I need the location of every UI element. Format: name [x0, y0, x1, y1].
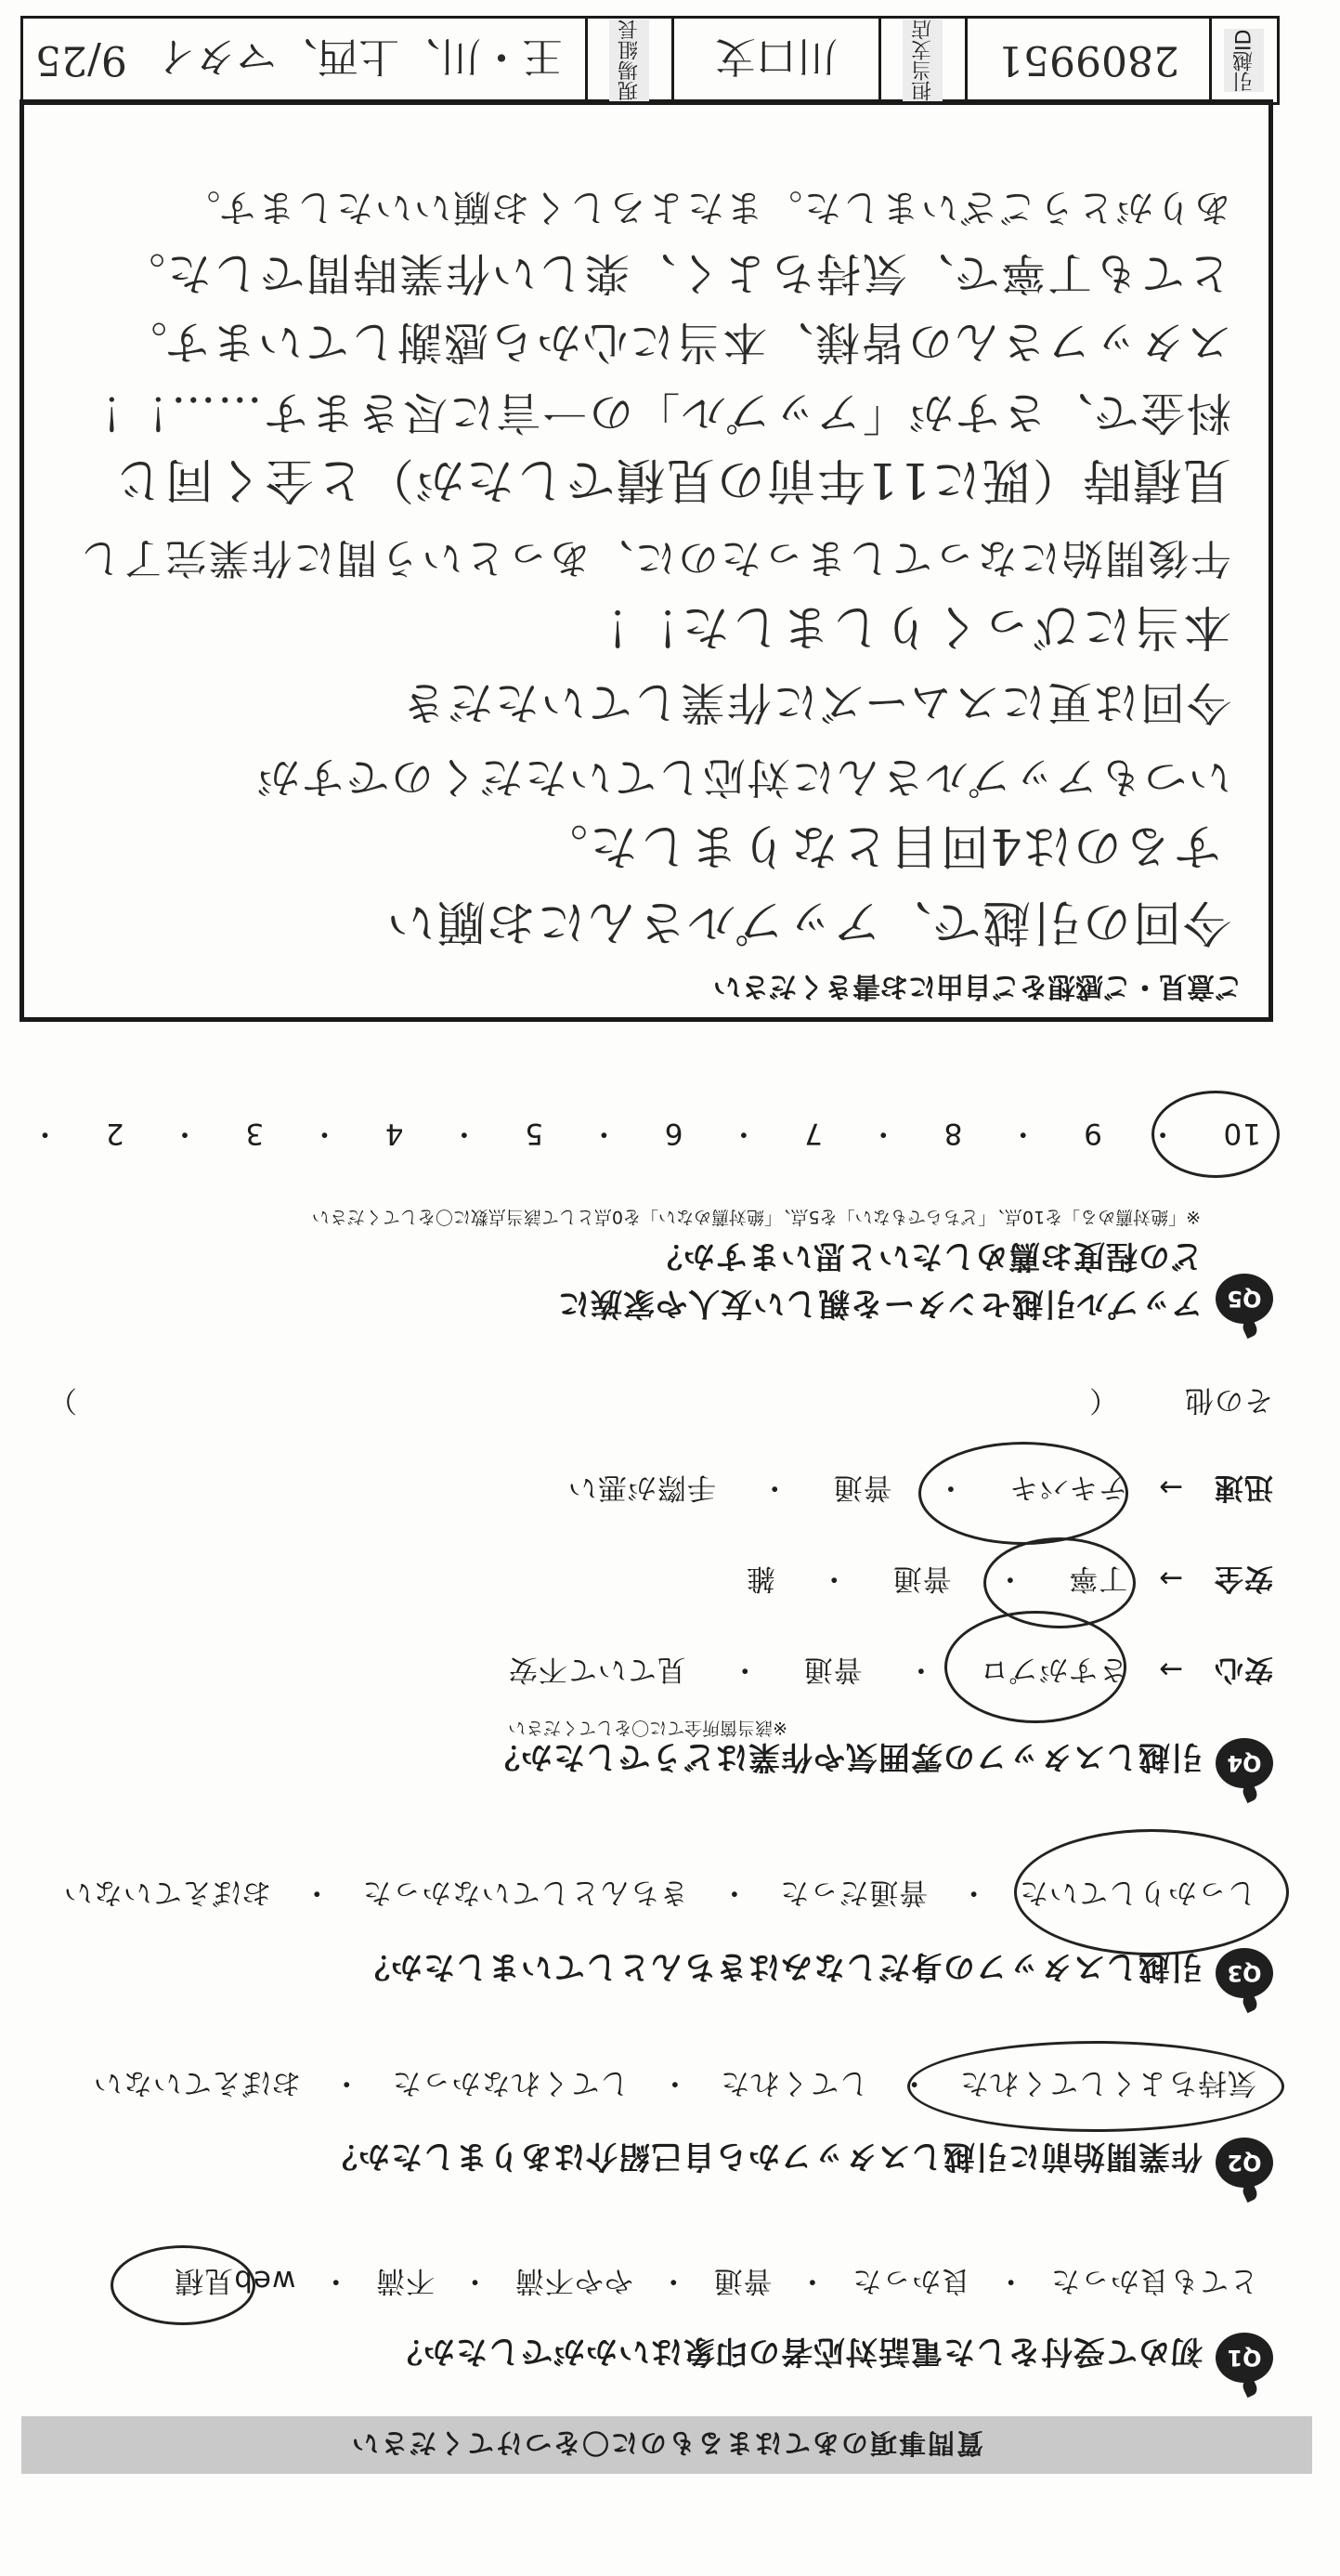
comment-line: 今回は更にスムーズに作業していただき	[399, 676, 1231, 728]
q1-option[interactable]: 良かった	[852, 2264, 971, 2297]
q4-row-jinsoku: 迅速 → テキパキ ・ 普通 ・ 手際が悪い	[566, 1471, 1273, 1504]
q2-selection-circle	[907, 2041, 1284, 2132]
q4-row-label: 安心	[1214, 1653, 1273, 1686]
q3-option[interactable]: 普通だった	[779, 1876, 929, 1909]
leader-label: 現場組長	[610, 20, 650, 101]
q2-option[interactable]: してくれた	[720, 2066, 869, 2099]
comment-line: いつもアップルさんに対応していただくのですが	[255, 752, 1231, 803]
q5-selection-circle	[1151, 1091, 1280, 1178]
q3-option-selected[interactable]: しっかりしていた	[1019, 1876, 1256, 1909]
q4-row-label: 安全	[1214, 1562, 1273, 1595]
comments-box	[20, 99, 1273, 1022]
q3-options: しっかりしていた ・ 普通だった ・ きちんとしていなかった ・ おぼえていない	[62, 1876, 1256, 1909]
q4-row-label: 迅速	[1214, 1471, 1273, 1504]
q5-score[interactable]: 7	[803, 1117, 823, 1150]
q5-question-line2: どの程度お薦めしたいと思いますか？	[650, 1237, 1203, 1275]
instructions-bar	[21, 2416, 1312, 2474]
q5-score-selected[interactable]: 10	[1222, 1117, 1261, 1150]
q1-option-selected[interactable]: web見積	[174, 2264, 296, 2297]
q4-option[interactable]: 見ていて不安	[507, 1653, 686, 1686]
comment-line: 今回の引越で、アップルさんにお願い	[384, 894, 1231, 949]
q4-badge: Q4	[1216, 1738, 1273, 1788]
q1-question-text: 初めて受付をした電話対応者の印象はいかがでしたか？	[390, 2333, 1203, 2370]
q4-option[interactable]: 普通	[891, 1562, 952, 1595]
header-table	[20, 16, 1280, 105]
q4-option[interactable]: 雑	[745, 1562, 775, 1595]
q5-score[interactable]: 3	[244, 1117, 265, 1150]
q4-option[interactable]: 普通	[832, 1471, 892, 1504]
q1-option[interactable]: とても良かった	[1050, 2264, 1258, 2297]
q4-anshin-circle	[944, 1611, 1126, 1723]
q5-score[interactable]: 6	[663, 1117, 683, 1150]
branch-value: 川口支	[715, 33, 838, 80]
q5-score[interactable]: 4	[384, 1117, 404, 1150]
q4-row-anshin: 安心 → さすがプロ ・ 普通 ・ 見ていて不安	[507, 1653, 1273, 1686]
q5-score[interactable]: 5	[524, 1117, 544, 1150]
q5-score[interactable]: 2	[104, 1117, 124, 1150]
q5-score[interactable]: 8	[943, 1117, 963, 1150]
comment-line: ありがとうございました。またよろしくお願いいたします。	[181, 186, 1231, 229]
comment-line: 午後開始になってしまったのに、あっという間に作業完了し	[78, 534, 1231, 582]
comment-line: 料金で、さすが「アップル」の一言に尽きます……！！	[76, 386, 1231, 438]
q4-option-selected[interactable]: 丁寧	[1068, 1562, 1128, 1595]
branch-label: 担当支店	[904, 20, 943, 101]
leader-value: 王・川、上西、マタイ	[154, 33, 563, 80]
q4-option[interactable]: 普通	[802, 1653, 863, 1686]
q1-option[interactable]: 普通	[712, 2264, 773, 2297]
q5-score[interactable]: 9	[1083, 1117, 1102, 1150]
q4-row-anzen: 安全 → 丁寧 ・ 普通 ・ 雑	[745, 1562, 1273, 1595]
q4-option[interactable]: 手際が悪い	[566, 1471, 716, 1504]
q1-options: とても良かった ・ 良かった ・ 普通 ・ やや不満 ・ 不満 ・ web見積	[174, 2264, 1258, 2297]
q2-question-text: 作業開始前に引越しスタッフから自己紹介はありましたか？	[325, 2138, 1203, 2175]
q2-option[interactable]: おぼえていない	[92, 2066, 301, 2099]
comment-line: とても丁寧で、気持ちよく、楽しい作業時間でした。	[118, 247, 1231, 299]
q3-option[interactable]: きちんとしていなかった	[361, 1876, 689, 1909]
move-id-value: 2809951	[997, 36, 1179, 85]
q3-question-text: 引越しスタッフの身だしなみはきちんとしていましたか？	[358, 1948, 1203, 1985]
q3-badge: Q3	[1216, 1948, 1273, 1998]
q5-question-line1: アップル引越センターを親しい友人や家族に	[557, 1285, 1203, 1322]
q3-option[interactable]: おぼえていない	[62, 1876, 271, 1909]
comment-line: するのは4回目となりました。	[537, 817, 1222, 873]
instructions-text: 質問事項のあてはまるものに〇をつけてください	[350, 2427, 984, 2460]
q2-options: 気持ちよくしてくれた ・ してくれた ・ してくれなかった ・ おぼえていない	[92, 2066, 1256, 2099]
q1-badge: Q1	[1216, 2333, 1273, 2383]
q4-other-row: その他 （ ）	[47, 1383, 1273, 1417]
q1-option[interactable]: 不満	[375, 2264, 436, 2297]
move-id-label: 引越ID	[1225, 29, 1265, 91]
q5-note: ※「絶対薦める」を10点、「どちらでもない」を5点、「絶対薦めない」を0点として該当点数に〇をしてください	[311, 1207, 1201, 1227]
comment-line: 本当にびっくりしました！！	[579, 598, 1231, 654]
q1-option[interactable]: やや不満	[514, 2264, 633, 2297]
comment-line: 見積時（既に11年前の見積でしたが）と全く同じ	[112, 451, 1231, 507]
q4-other-label: その他	[1184, 1383, 1273, 1417]
q2-option[interactable]: してくれなかった	[391, 2066, 630, 2099]
q2-badge: Q2	[1216, 2138, 1273, 2188]
q4-question-text: 引越しスタッフの雰囲気や作業はどうでしたか？	[488, 1738, 1203, 1775]
q5-scale: 10 ・ 9 ・ 8 ・ 7 ・ 6 ・ 5 ・ 4 ・ 3 ・ 2 ・	[30, 1117, 1261, 1150]
q3-selection-circle	[1014, 1829, 1289, 1955]
q4-anzen-circle	[983, 1537, 1136, 1628]
comment-line: スタッフさんの皆様、本当に心から感謝しています。	[120, 316, 1231, 368]
q5-badge: Q5	[1216, 1274, 1273, 1324]
q4-jinsoku-circle	[918, 1442, 1128, 1545]
q4-note: ※該当箇所全てに〇をしてください	[508, 1718, 787, 1738]
q4-option-selected[interactable]: テキパキ	[1008, 1471, 1128, 1504]
q1-selection-circle	[111, 2245, 255, 2325]
q2-option-selected[interactable]: 気持ちよくしてくれた	[959, 2066, 1256, 2099]
comments-title: ご意見・ご感想をご自由にお書きください	[713, 970, 1242, 1002]
date-value: 9/25	[35, 36, 127, 85]
q4-option-selected[interactable]: さすがプロ	[979, 1653, 1128, 1686]
